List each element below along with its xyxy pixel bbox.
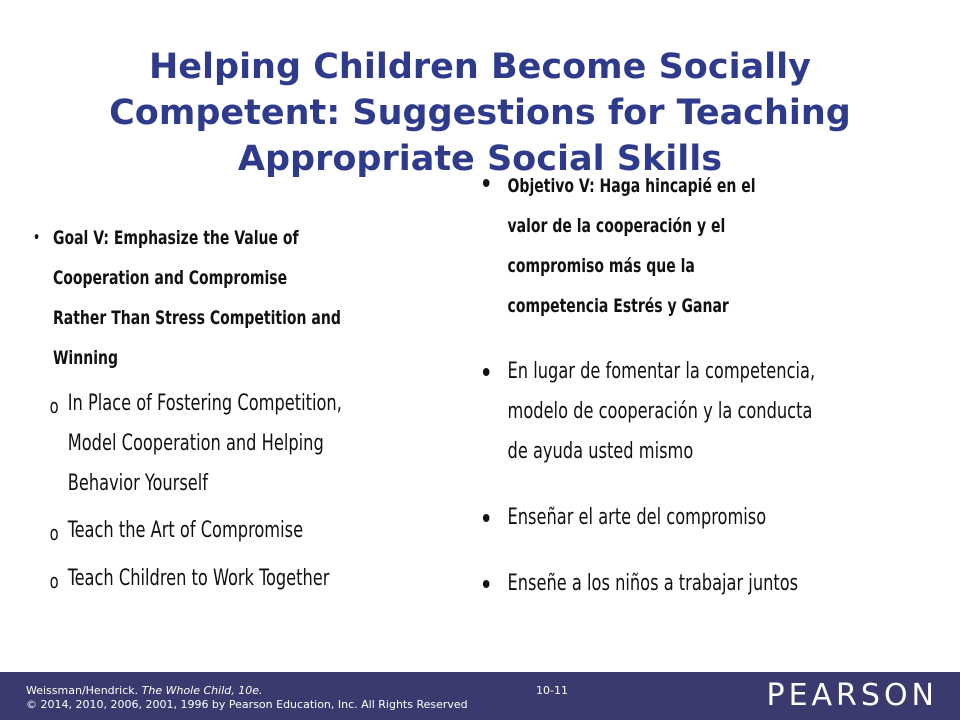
goal-line: compromiso más que la bbox=[507, 255, 695, 277]
english-sub-item bbox=[30, 510, 508, 552]
slide-title-line: Helping Children Become Socially bbox=[148, 47, 811, 87]
sub-item-line: Teach the Art of Compromise bbox=[67, 518, 304, 543]
bullet-icon bbox=[483, 580, 490, 588]
sub-item-line: Model Cooperation and Helping bbox=[67, 431, 324, 456]
slide-title bbox=[40, 44, 920, 182]
goal-line: Winning bbox=[52, 347, 119, 369]
english-sub-item bbox=[30, 384, 508, 504]
list-item-line: En lugar de fomentar la competencia, bbox=[507, 359, 816, 384]
english-goal-item bbox=[30, 218, 493, 378]
spanish-column bbox=[478, 166, 928, 604]
bullet-icon bbox=[483, 179, 490, 187]
citation bbox=[26, 684, 468, 712]
spanish-list-item bbox=[478, 498, 958, 538]
citation-book: The Whole Child, 10e. bbox=[141, 684, 263, 697]
copyright-notice: © 2014, 2010, 2006, 2001, 1996 by Pearson Education, Inc. All Rights Reserved bbox=[26, 698, 468, 711]
circle-bullet-icon: o bbox=[49, 394, 59, 418]
circle-bullet-icon: o bbox=[49, 521, 59, 545]
list-item-line: de ayuda usted mismo bbox=[507, 439, 694, 464]
goal-line: Rather Than Stress Competition and bbox=[52, 307, 341, 329]
slide-title-line: Appropriate Social Skills bbox=[237, 139, 723, 179]
spanish-goal-item bbox=[478, 166, 958, 326]
english-column bbox=[30, 218, 470, 600]
list-item-line: modelo de cooperación y la conducta bbox=[507, 399, 813, 424]
goal-line: Goal V: Emphasize the Value of bbox=[52, 227, 299, 249]
list-item-line: Enseñar el arte del compromiso bbox=[507, 505, 767, 530]
citation-authors: Weissman/Hendrick. bbox=[26, 684, 142, 697]
page-number: 10-11 bbox=[536, 684, 568, 697]
goal-line: competencia Estrés y Ganar bbox=[507, 295, 729, 317]
sub-item-line: Behavior Yourself bbox=[67, 471, 209, 496]
bullet-icon bbox=[483, 514, 490, 522]
bullet-icon bbox=[483, 368, 490, 376]
goal-line: Cooperation and Compromise bbox=[52, 267, 288, 289]
english-sub-item bbox=[30, 558, 508, 600]
goal-line: valor de la cooperación y el bbox=[507, 215, 726, 237]
slide-title-line: Competent: Suggestions for Teaching bbox=[109, 93, 851, 133]
footer-bar bbox=[0, 672, 960, 720]
pearson-logo: PEARSON bbox=[766, 678, 938, 713]
list-item-line: Enseñe a los niños a trabajar juntos bbox=[507, 571, 799, 596]
spanish-list-item bbox=[478, 564, 958, 604]
circle-bullet-icon: o bbox=[49, 569, 59, 593]
goal-line: Objetivo V: Haga hincapié en el bbox=[507, 175, 756, 197]
sub-item-line: Teach Children to Work Together bbox=[67, 566, 330, 591]
sub-item-line: In Place of Fostering Competition, bbox=[67, 391, 342, 416]
bullet-icon: • bbox=[33, 230, 40, 246]
spanish-list-item bbox=[478, 352, 958, 472]
